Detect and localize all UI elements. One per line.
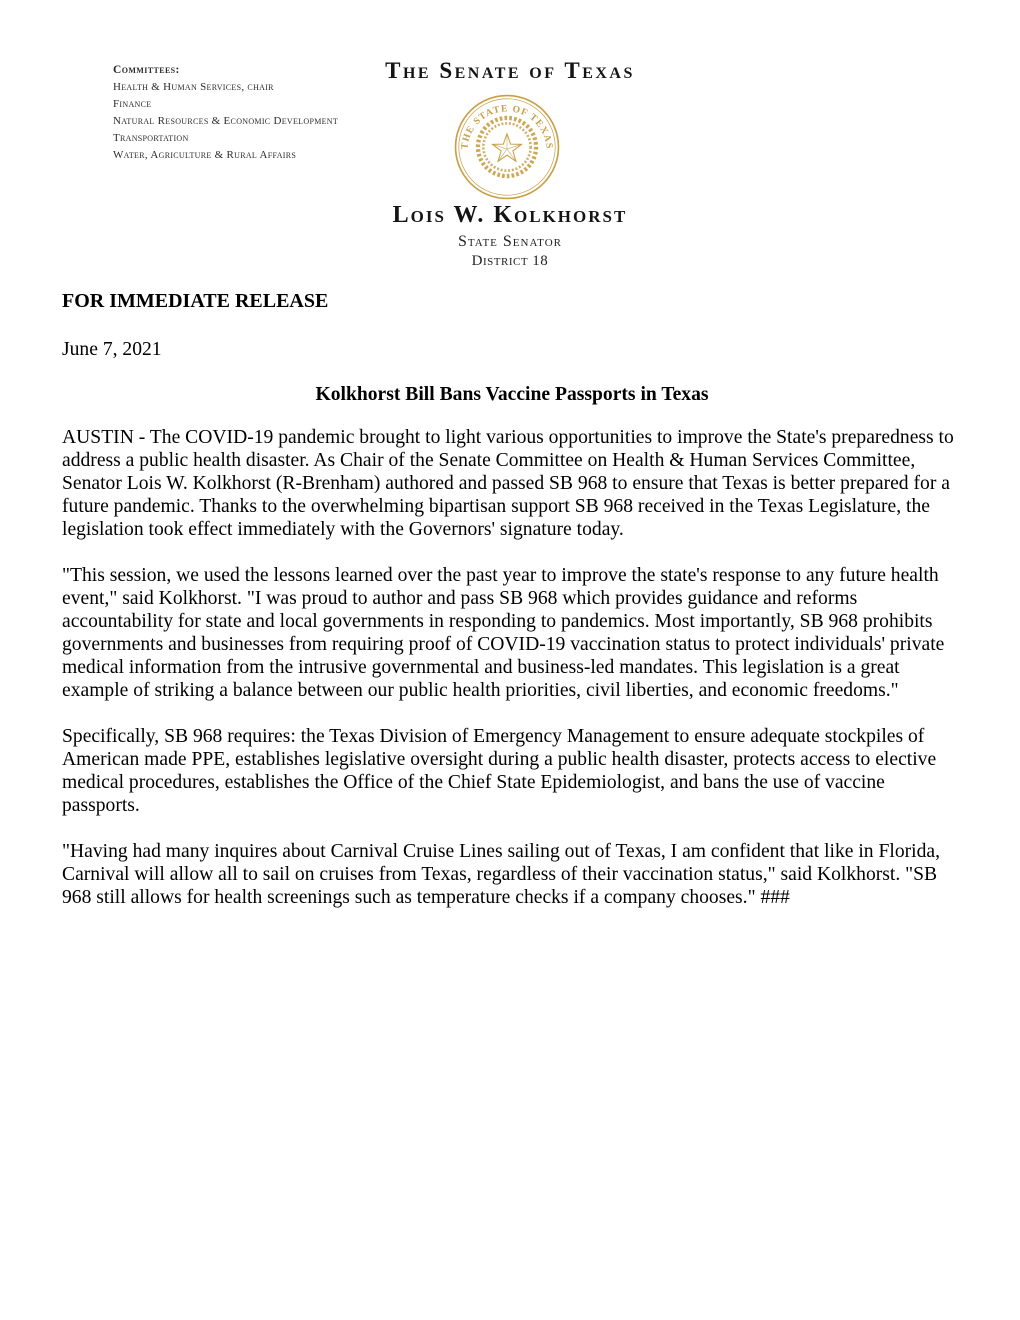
paragraph: Specifically, SB 968 requires: the Texas Division of Emergency Management to ensure adequate stockpiles of American made PPE, establishes legislative oversight during a public health disaster, protects access to elective medical procedures, establishes the Office of the Chief State Epidemiologist, and bans the use of vaccine passports. [62,726,937,816]
senator-role: State Senator [458,233,562,250]
committee-item: Water, Agriculture & Rural Affairs [113,149,297,161]
paragraph: AUSTIN - The COVID-19 pandemic brought to light various opportunities to improve the State's preparedness to address a public health disaster. As Chair of the Senate Committee on Health & Human Services Committee, Senator Lois W. Kolkhorst (R-Brenham) authored and passed SB 968 to ensure that Texas is better prepared for a future pandemic. Thanks to the overwhelming bipartisan support SB 968 received in the Texas Legislature, the legislation took effect immediately with the Governors' signature today. [62,427,954,540]
senate-of-texas-title: The Senate of Texas [385,58,635,83]
release-date: June 7, 2021 [62,339,162,360]
committees-label: Committees: [113,64,180,76]
committee-item: Transportation [113,132,189,144]
committee-item: Finance [113,98,152,110]
committee-item: Health & Human Services, chair [113,81,274,93]
paragraph: "Having had many inquires about Carnival Cruise Lines sailing out of Texas, I am confident that like in Florida, Carnival will allow all to sail on cruises from Texas, regardless of their vaccination status," said Kolkhorst. "SB 968 still allows for health screenings such as temperature checks if a company chooses." ### [62,841,941,908]
senator-name: Lois W. Kolkhorst [392,202,628,228]
committee-item: Natural Resources & Economic Development [113,115,339,127]
texas-state-seal-icon [454,94,560,200]
seal-container [454,94,560,200]
paragraph: "This session, we used the lessons learned over the past year to improve the state's response to any future health event," said Kolkhorst. "I was proud to author and pass SB 968 which provides guidance and reforms accountability for state and local governments in responding to pandemics. Most importantly, SB 968 prohibits governments and businesses from requiring proof of COVID-19 vaccination status to protect individuals' private medical information from the intrusive governmental and business-led mandates. This legislation is a great example of striking a balance between our public health priorities, civil liberties, and economic freedoms." [62,565,945,701]
seal-ring-text: THE STATE OF TEXAS [459,103,555,150]
release-tag: FOR IMMEDIATE RELEASE [62,290,329,312]
headline: Kolkhorst Bill Bans Vaccine Passports in Texas [315,384,709,405]
release-body [62,290,962,932]
senator-district: District 18 [471,253,549,269]
